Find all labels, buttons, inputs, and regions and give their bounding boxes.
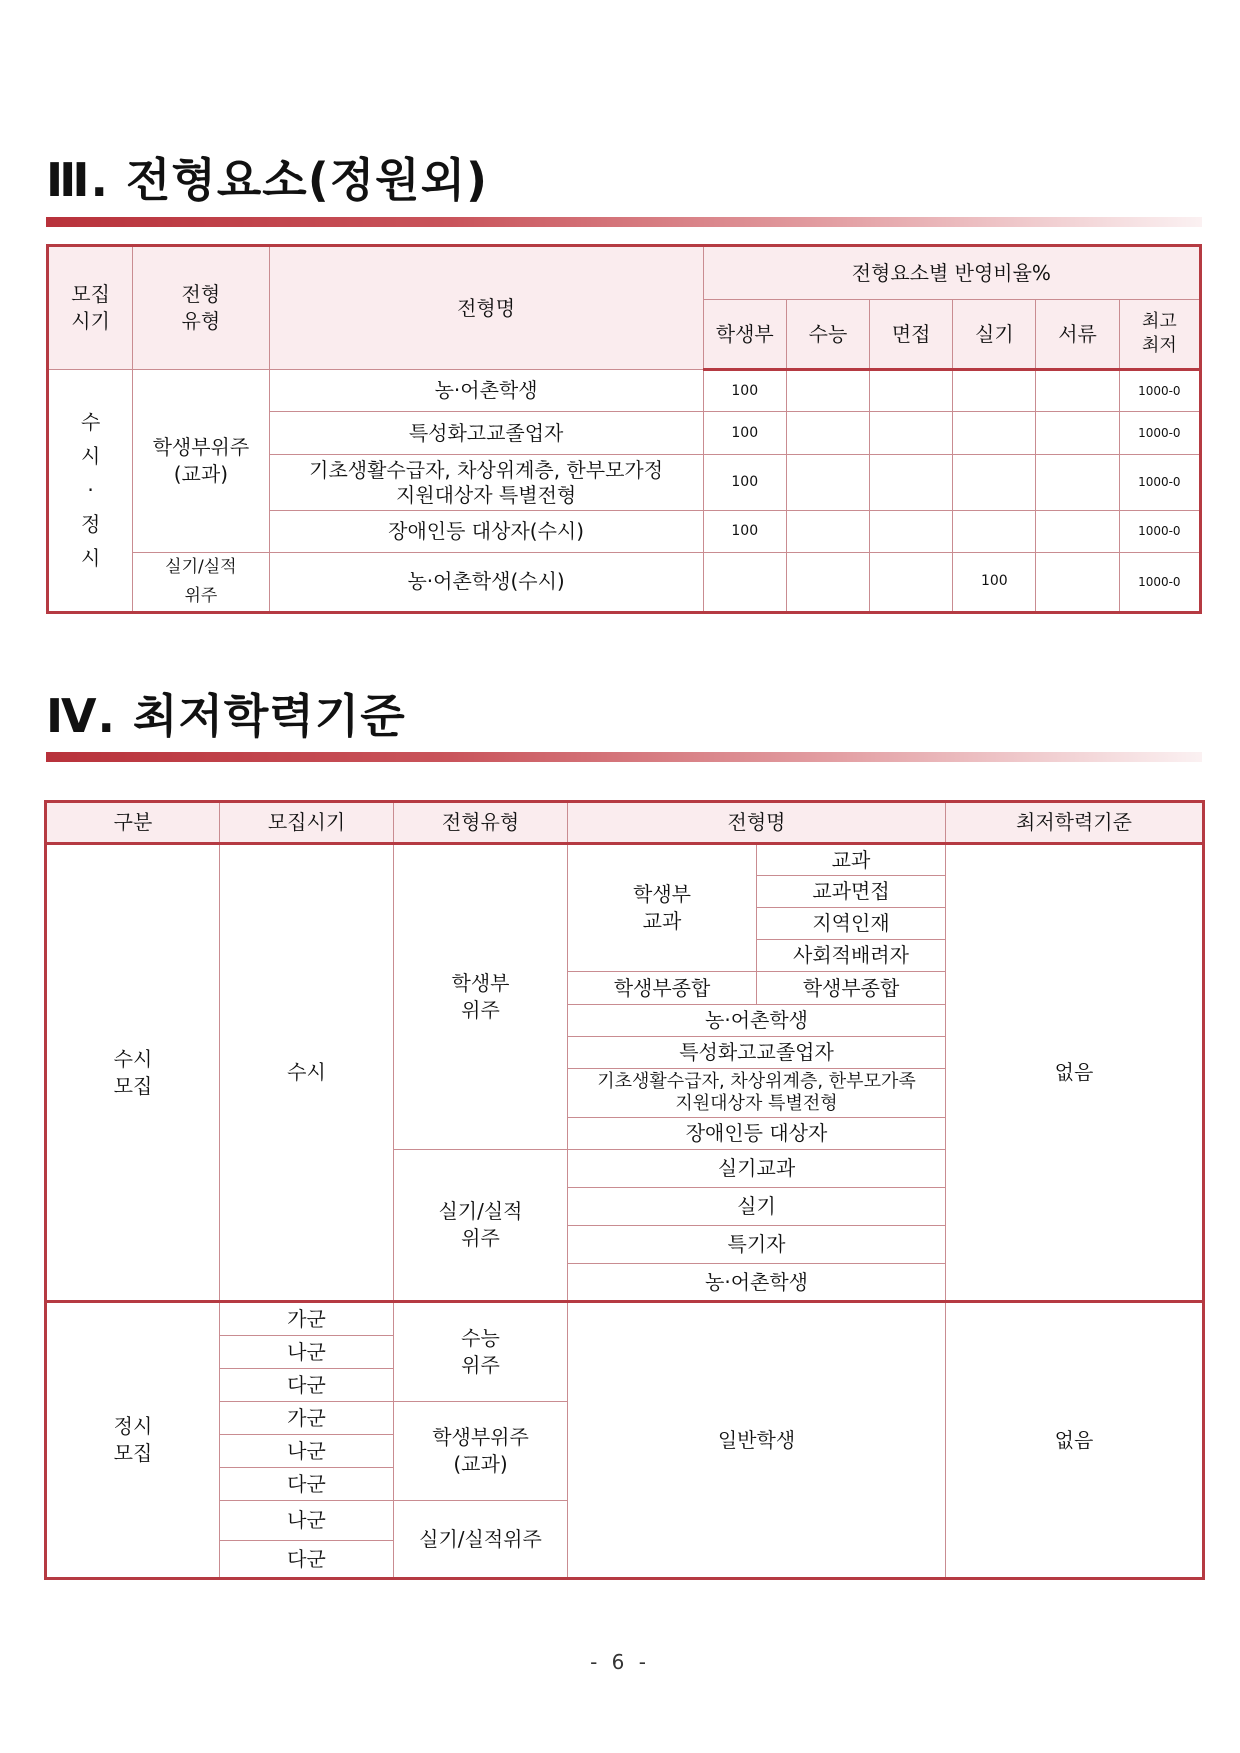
row-seoryu	[1036, 455, 1119, 511]
jonghap-right: 학생부종합	[757, 972, 946, 1005]
header-period: 모집시기	[220, 802, 394, 844]
silgi-name: 농·어촌학생	[568, 1264, 946, 1302]
row-name: 농·어촌학생(수시)	[269, 553, 703, 613]
row-hak: 100	[703, 370, 786, 412]
section4-title: Ⅳ. 최저학력기준	[46, 689, 406, 743]
row-name: 특성화고교졸업자	[269, 412, 703, 455]
gubun-susi: 수시 모집	[46, 844, 220, 1302]
row-seoryu	[1036, 370, 1119, 412]
row-seoryu	[1036, 511, 1119, 553]
header-minmax: 최고 최저	[1119, 300, 1200, 370]
row-minmax: 1000-0	[1119, 511, 1200, 553]
row-silgi	[953, 370, 1036, 412]
silgi-name: 실기교과	[568, 1150, 946, 1188]
susi-name: 농·어촌학생	[568, 1005, 946, 1037]
type-silgi: 실기/실적 위주	[394, 1150, 568, 1302]
group-cell: 가군	[220, 1402, 394, 1435]
row-suneung	[786, 511, 869, 553]
gubun-jeongsi: 정시 모집	[46, 1302, 220, 1579]
row-silgi	[953, 511, 1036, 553]
type-cell: 학생부위주 (교과)	[133, 370, 269, 553]
group-cell: 나군	[220, 1336, 394, 1369]
admission-elements-table	[46, 244, 1202, 614]
row-myeonjeop	[870, 370, 953, 412]
jeongsi-name: 일반학생	[568, 1302, 946, 1579]
row-myeonjeop	[870, 553, 953, 613]
group-cell: 다군	[220, 1468, 394, 1501]
row-hak	[703, 553, 786, 613]
row-silgi	[953, 455, 1036, 511]
header-silgi: 실기	[953, 300, 1036, 370]
row-minmax: 1000-0	[1119, 455, 1200, 511]
row-hak: 100	[703, 412, 786, 455]
row-seoryu	[1036, 412, 1119, 455]
group-cell: 나군	[220, 1501, 394, 1541]
section4-title-bar	[46, 752, 1202, 762]
gyogwa-item: 교과면접	[757, 876, 946, 908]
header-min: 최저학력기준	[946, 802, 1204, 844]
gyogwa-item: 사회적배려자	[757, 940, 946, 972]
row-suneung	[786, 553, 869, 613]
header-hak: 학생부	[703, 300, 786, 370]
susi-name: 특성화고교졸업자	[568, 1037, 946, 1069]
header-type: 전형 유형	[133, 246, 269, 370]
row-name: 농·어촌학생	[269, 370, 703, 412]
min-jeongsi: 없음	[946, 1302, 1204, 1579]
page-number: - 6 -	[590, 1650, 650, 1674]
type-hak-gyogwa: 학생부위주 (교과)	[394, 1402, 568, 1501]
row-name: 장애인등 대상자(수시)	[269, 511, 703, 553]
row-minmax: 1000-0	[1119, 412, 1200, 455]
group-cell: 나군	[220, 1435, 394, 1468]
section3-title-bar	[46, 217, 1202, 227]
row-minmax: 1000-0	[1119, 370, 1200, 412]
row-minmax: 1000-0	[1119, 553, 1200, 613]
header-ratio-group: 전형요소별 반영비율%	[703, 246, 1200, 300]
header-period: 모집 시기	[48, 246, 133, 370]
row-myeonjeop	[870, 511, 953, 553]
jonghap-left: 학생부종합	[568, 972, 757, 1005]
gyogwa-item: 교과	[757, 844, 946, 876]
header-type: 전형유형	[394, 802, 568, 844]
gyogwa-item: 지역인재	[757, 908, 946, 940]
row-myeonjeop	[870, 455, 953, 511]
row-name: 기초생활수급자, 차상위계층, 한부모가정 지원대상자 특별전형	[269, 455, 703, 511]
row-seoryu	[1036, 553, 1119, 613]
header-myeonjeop: 면접	[870, 300, 953, 370]
min-susi: 없음	[946, 844, 1204, 1302]
row-myeonjeop	[870, 412, 953, 455]
hak-gyogwa: 학생부 교과	[568, 844, 757, 972]
min-academic-table	[44, 800, 1205, 1580]
header-seoryu: 서류	[1036, 300, 1119, 370]
group-cell: 다군	[220, 1369, 394, 1402]
type-suneung: 수능 위주	[394, 1302, 568, 1402]
type-cell: 실기/실적 위주	[133, 553, 269, 613]
header-gubun: 구분	[46, 802, 220, 844]
row-suneung	[786, 412, 869, 455]
susi-name: 장애인등 대상자	[568, 1118, 946, 1150]
row-silgi	[953, 412, 1036, 455]
group-cell: 가군	[220, 1302, 394, 1336]
header-name: 전형명	[269, 246, 703, 370]
group-cell: 다군	[220, 1541, 394, 1579]
section3-title: Ⅲ. 전형요소(정원외)	[46, 153, 489, 207]
header-suneung: 수능	[786, 300, 869, 370]
period-cell: 수 시 · 정 시	[48, 370, 133, 613]
period-susi: 수시	[220, 844, 394, 1302]
header-name: 전형명	[568, 802, 946, 844]
row-hak: 100	[703, 511, 786, 553]
type-hak: 학생부 위주	[394, 844, 568, 1150]
row-suneung	[786, 370, 869, 412]
row-hak: 100	[703, 455, 786, 511]
row-silgi: 100	[953, 553, 1036, 613]
susi-name: 기초생활수급자, 차상위계층, 한부모가족 지원대상자 특별전형	[568, 1069, 946, 1118]
type-silgi-jeongsi: 실기/실적위주	[394, 1501, 568, 1579]
row-suneung	[786, 455, 869, 511]
silgi-name: 실기	[568, 1188, 946, 1226]
silgi-name: 특기자	[568, 1226, 946, 1264]
